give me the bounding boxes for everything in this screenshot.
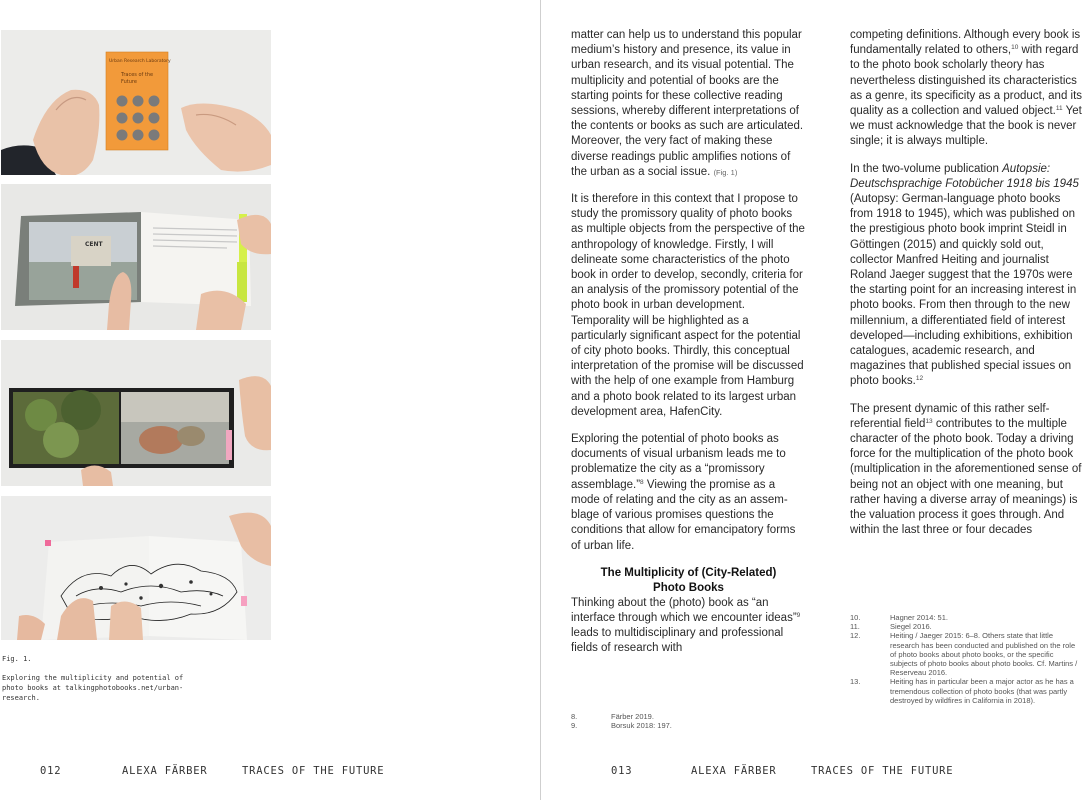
footnote-marker: 12	[915, 375, 924, 383]
page-number: 013	[611, 765, 633, 777]
paragraph: Thinking about the (photo) book as “an interface through which we encounter ideas”$^9$ leads to multidisciplinary and professional fields of research with	[571, 596, 801, 655]
footnote: 11. Siegel 2016.	[850, 622, 932, 632]
footnote-marker: 10	[1011, 44, 1019, 52]
footnote-marker: 9	[796, 611, 801, 619]
svg-text:Future: Future	[121, 79, 137, 85]
figure-reference: (Fig. 1)	[713, 167, 738, 177]
book-title: Autopsie: Deutschsprachige Fotobücher 1918 bis 1945	[850, 162, 1079, 190]
footnotes-right	[850, 613, 1080, 705]
page-number: 012	[40, 765, 62, 777]
text-column-left	[571, 28, 806, 657]
paragraph: Exploring the potential of photo books as documents of visual urbanism leads me to problematize the city as a “promissory assemblage.”$^8$ Viewing the promise as a mode of relating and the city as an assemblage of various promises questions the conditions that allow for emancipatory forms of urban life.	[571, 433, 796, 552]
figure-label: Fig. 1.	[2, 655, 32, 663]
paragraph: matter can help us to understand this popular medium’s history and presence, its value in urban research, and its visual potential. The multiplicity and potential of books are the starting points for these collective reading sessions, whereby different interpretations of the contents or books as such are articulated. Moreover, the very fact of making these diverse readings public amplifies notions of the urban as a social issue. (Fig. 1)	[571, 29, 804, 178]
paragraph: competing definitions. Although every book is fundamentally related to others,$^{10}$ with regard to the photo book scholarly theory has nevertheless distinguished its characteristics as a genre, its specificity as a product, and its quality as a collection and valued object.$^{11}$ Yet we must acknowledge that the book is never single; it is always multiple.	[850, 29, 1083, 148]
svg-text:Traces of the: Traces of the	[121, 72, 154, 78]
right-page	[541, 0, 1088, 800]
figure-photo-3	[1, 340, 271, 486]
figure-caption: Exploring the multiplicity and potential of photo books at talkingphotobooks.net/urban-research.	[2, 674, 184, 702]
section-heading: The Multiplicity of (City-Related) Photo Books	[600, 566, 777, 594]
footnote: 12. Heiting / Jaeger 2015: 6–8. Others state that little research has been conducted and published on the role of photo books about photo books, or the specific subjects of photo books about photo books. Cf. Martins / Reserveau 2016.	[850, 631, 1078, 678]
figure-photo-1	[1, 30, 271, 175]
footnotes-left	[571, 712, 806, 730]
footnote-marker: 13	[925, 417, 933, 425]
left-page	[0, 0, 540, 800]
footnote-marker: 8	[640, 478, 644, 486]
running-title: TRACES OF THE FUTURE	[242, 765, 385, 777]
text-column-right	[850, 28, 1085, 539]
footnote: 10. Hagner 2014: 51.	[850, 613, 948, 622]
figure-photo-2	[1, 184, 271, 330]
running-title: TRACES OF THE FUTURE	[811, 765, 954, 777]
footnote: 8. Färber 2019.	[571, 712, 654, 721]
paragraph: It is therefore in this context that I propose to study the promissory quality of photo books as multiple objects from the perspective of the anthropology of knowledge. Firstly, I will delineate some characteristics of the photo book in order to develop, secondly, criteria for an analysis of the promissory potential of the photo book in urban development. Temporality will be highlighted as a particularly significant aspect for the potential of city photo books. Thirdly, this conceptual interpretation of the promise will be discussed with the help of one example from Hamburg and a photo book related to its largest urban development area, HafenCity.	[571, 193, 805, 418]
footnote-marker: 11	[1055, 105, 1063, 113]
running-author: ALEXA FÄRBER	[691, 765, 777, 777]
svg-text:CENT: CENT	[85, 241, 103, 248]
paragraph: In the two-volume publication Autopsie: Deutschsprachige Fotobücher 1918 bis 1945 (Autopsy: German-language photo books from 1918 to 1945), which was published on the prestigious photo book imprint Steidl in Göttingen (2015) and quickly sold out, collector Manfred Heiting and journalist Roland Jaeger suggest that the 1970s were the starting point for an increasing interest in photo books. From then through to the new millennium, a differentiated field of interest developed—including exhibitions, exhibition catalogues, academic research, and magazines that published special issues on photo books.$^{12}$	[850, 162, 1079, 388]
figure-photo-4	[1, 496, 271, 640]
running-author: ALEXA FÄRBER	[122, 765, 208, 777]
svg-text:Urban Research Laboratory: Urban Research Laboratory	[109, 59, 171, 64]
footnote: 9. Borsuk 2018: 197.	[571, 721, 672, 731]
paragraph: The present dynamic of this rather self-referential field$^{13}$ contributes to the multiple character of the photo book. Today a driving force for the multiplication of the photo book (multiplication in the aforementioned sense of being not an object with one meaning, but rather having a diverse array of meanings) is the valuation process it goes through. And within the last three or four decades	[850, 402, 1082, 537]
footnote: 13. Heiting has in particular been a major actor as he has a tremendous collection of photo books (that was partly destroyed by wildfires in California in 2018).	[850, 677, 1074, 705]
